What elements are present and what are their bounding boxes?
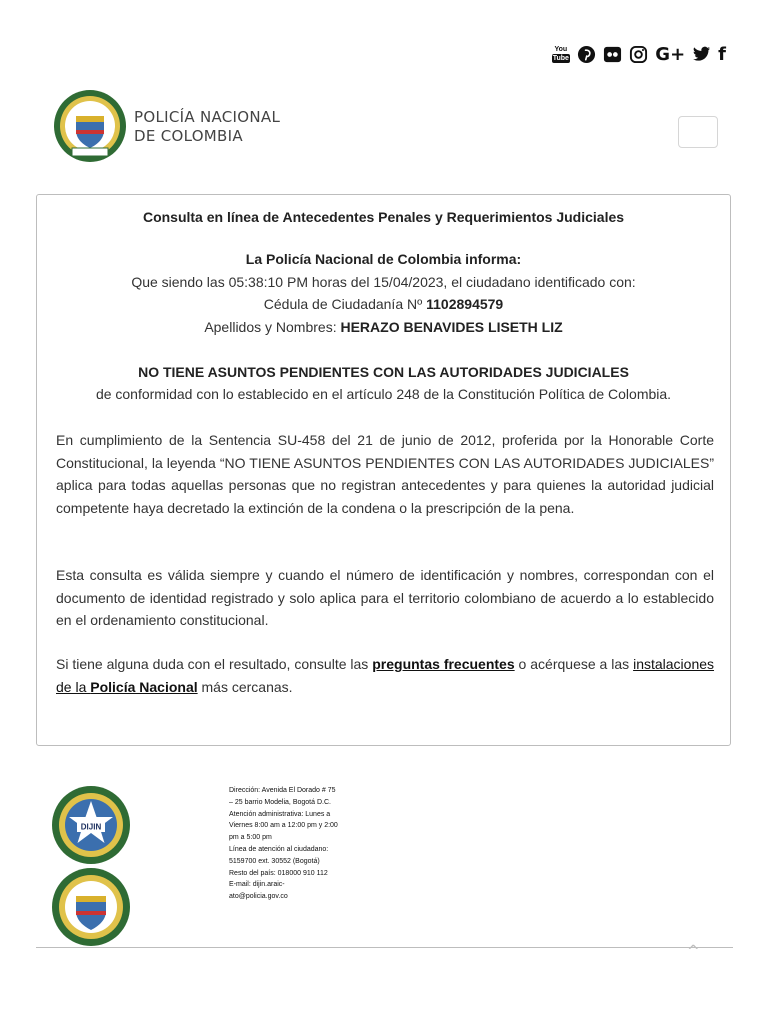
instagram-icon[interactable] bbox=[629, 42, 648, 66]
scroll-up-icon[interactable]: ^ bbox=[687, 942, 700, 960]
card-title: Consulta en línea de Antecedentes Penales y Requerimientos Judiciales bbox=[142, 209, 625, 225]
contact-line: E-mail: dijin.araic- bbox=[229, 881, 285, 889]
social-icons bbox=[551, 42, 726, 66]
contact-line: ato@policia.gov.co bbox=[229, 893, 288, 901]
brand-name[interactable] bbox=[134, 108, 280, 146]
youtube-text-top: You bbox=[554, 45, 568, 53]
result-card bbox=[36, 194, 731, 746]
name-label: Apellidos y Nombres: bbox=[204, 319, 341, 335]
brand-line-1: POLICÍA NACIONAL bbox=[134, 108, 281, 126]
police-seal-logo[interactable] bbox=[52, 88, 128, 169]
status-heading: NO TIENE ASUNTOS PENDIENTES CON LAS AUTORIDADES JUDICIALES bbox=[138, 364, 629, 380]
dijin-logo bbox=[50, 784, 132, 871]
name-line bbox=[37, 319, 730, 335]
paragraph-doubts bbox=[56, 653, 714, 698]
faq-link[interactable] bbox=[372, 656, 514, 672]
facebook-icon[interactable]: f bbox=[718, 43, 726, 65]
google-plus-icon[interactable]: G+ bbox=[655, 43, 686, 65]
flickr-icon[interactable] bbox=[603, 42, 622, 66]
paragraph-validity: Esta consulta es válida siempre y cuando el número de identificación y nombres, correspondan con el documento de identidad registrado y solo aplica para el territorio colombiano de acuerdo a lo establecido en el ordenamiento constitucional. bbox=[56, 567, 714, 628]
contact-info bbox=[229, 785, 379, 903]
footer-divider bbox=[36, 947, 733, 948]
contact-line: Resto del país: 018000 910 112 bbox=[229, 869, 328, 877]
query-time-line: Que siendo las 05:38:10 PM horas del 15/04/2023, el ciudadano identificado con: bbox=[131, 274, 636, 290]
doubts-text-mid: o acérquese a las bbox=[514, 656, 634, 672]
name-value: HERAZO BENAVIDES LISETH LIZ bbox=[340, 319, 563, 335]
doubts-text-end: más cercanas. bbox=[197, 678, 293, 695]
pinterest-icon[interactable] bbox=[577, 42, 596, 66]
facilities-link-a: instalaciones de la bbox=[56, 656, 715, 695]
id-number: 1102894579 bbox=[426, 296, 504, 312]
contact-line: pm a 5:00 pm bbox=[229, 834, 272, 842]
id-label: Cédula de Ciudadanía Nº bbox=[263, 296, 427, 312]
id-line bbox=[37, 296, 730, 312]
menu-toggle-button[interactable] bbox=[678, 116, 718, 148]
contact-line: Atención administrativa: Lunes a bbox=[229, 810, 331, 818]
contact-line: – 25 barrio Modelia, Bogotá D.C. bbox=[229, 798, 331, 806]
faq-link-label: preguntas frecuentes bbox=[372, 656, 515, 672]
conformity-text: de conformidad con lo establecido en el artículo 248 de la Constitución Política de Colombia. bbox=[95, 386, 672, 402]
twitter-icon[interactable] bbox=[692, 42, 711, 66]
police-seal-logo-footer bbox=[50, 866, 132, 953]
doubts-text-start: Si tiene alguna duda con el resultado, consulte las bbox=[56, 656, 373, 672]
contact-line: Línea de atención al ciudadano: bbox=[229, 845, 329, 853]
dijin-logo-text: DIJIN bbox=[80, 822, 102, 832]
facilities-link-b: Policía Nacional bbox=[90, 678, 198, 695]
brand-line-2: DE COLOMBIA bbox=[134, 127, 243, 145]
contact-line: Dirección: Avenida El Dorado # 75 bbox=[229, 787, 336, 794]
paragraph-sentencia: En cumplimiento de la Sentencia SU-458 del 21 de junio de 2012, proferida por la Honorable Corte Constitucional, la leyenda “NO TIENE ASUNTOS PENDIENTES CON LAS AUTORIDADES JUDICIALES” aplica para todas aquellas personas que no registran antecedentes y para quienes la autoridad judicial competente haya decretado la extinción de la condena o la prescripción de la pena. bbox=[56, 432, 714, 516]
contact-line: Viernes 8:00 am a 12:00 pm y 2:00 bbox=[229, 822, 338, 830]
contact-line: 5159700 ext. 30552 (Bogotá) bbox=[229, 857, 320, 865]
youtube-text-bottom: Tube bbox=[552, 54, 569, 62]
youtube-icon[interactable] bbox=[551, 42, 570, 66]
inform-heading: La Policía Nacional de Colombia informa: bbox=[245, 251, 522, 267]
